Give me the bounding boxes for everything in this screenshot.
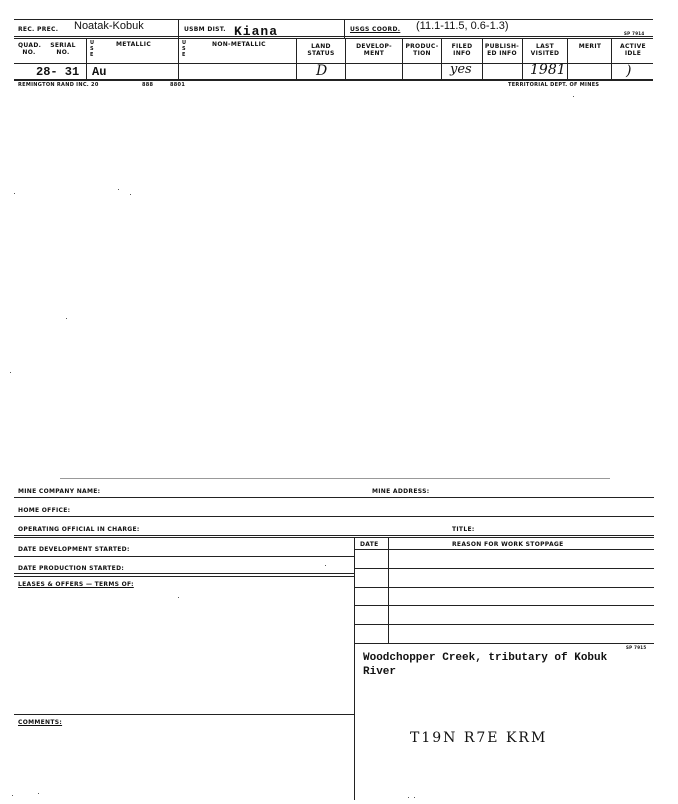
rec-prec-label: REC. PREC. bbox=[18, 26, 59, 33]
scan-speck bbox=[118, 189, 119, 190]
active-idle-header: ACTIVE IDLE bbox=[620, 43, 646, 57]
date-development-label: DATE DEVELOPMENT STARTED: bbox=[18, 546, 130, 553]
rule bbox=[178, 19, 179, 79]
leases-label: LEASES & OFFERS — TERMS OF: bbox=[18, 581, 134, 588]
rule bbox=[354, 624, 654, 625]
usgs-coord-value: (11.1-11.5, 0.6-1.3) bbox=[416, 20, 509, 32]
rule bbox=[354, 537, 355, 800]
scan-speck bbox=[130, 194, 131, 195]
printer-code-2: 8801 bbox=[170, 82, 186, 88]
mine-address-label: MINE ADDRESS: bbox=[372, 488, 430, 495]
scan-speck bbox=[325, 565, 326, 566]
rule bbox=[14, 556, 354, 557]
rule bbox=[14, 79, 653, 81]
merit-header: MERIT bbox=[578, 43, 602, 50]
rule bbox=[14, 38, 653, 39]
rule bbox=[344, 19, 345, 38]
last-visited-header: LAST VISITED bbox=[530, 43, 560, 57]
title-label: TITLE: bbox=[452, 526, 475, 533]
township-note: T19N R7E KRM bbox=[410, 730, 548, 746]
home-office-label: HOME OFFICE: bbox=[18, 507, 71, 514]
rec-prec-value: Noatak-Kobuk bbox=[74, 20, 144, 32]
date-production-label: DATE PRODUCTION STARTED: bbox=[18, 565, 125, 572]
rule bbox=[14, 714, 354, 715]
rule bbox=[14, 36, 653, 37]
scan-speck bbox=[414, 797, 415, 798]
dept-label: TERRITORIAL DEPT. OF MINES bbox=[508, 82, 600, 88]
last-visited-value: 1981 bbox=[530, 62, 566, 78]
scan-speck bbox=[66, 318, 67, 319]
scan-speck bbox=[573, 96, 574, 97]
serial-no-header: SERIAL NO. bbox=[50, 42, 76, 56]
rule bbox=[354, 643, 654, 644]
form-code: SP 7914 bbox=[624, 31, 645, 36]
mine-company-label: MINE COMPANY NAME: bbox=[18, 488, 101, 495]
active-idle-value: ) bbox=[626, 63, 632, 79]
location-note: Woodchopper Creek, tributary of Kobuk River bbox=[363, 652, 608, 678]
metallic-header: METALLIC bbox=[116, 41, 152, 48]
scan-speck bbox=[14, 193, 15, 194]
rule bbox=[611, 38, 612, 79]
rule bbox=[14, 516, 654, 517]
rule bbox=[354, 549, 654, 550]
rule bbox=[86, 38, 87, 79]
filed-info-value: yes bbox=[450, 62, 472, 77]
rule bbox=[14, 573, 354, 574]
rule bbox=[345, 38, 346, 79]
rule bbox=[388, 537, 389, 643]
usbm-dist-value: Kiana bbox=[234, 24, 279, 39]
metallic-value: Au bbox=[92, 65, 107, 79]
rule bbox=[14, 576, 354, 577]
rule bbox=[354, 587, 654, 588]
published-info-header: PUBLISH- ED INFO bbox=[484, 43, 520, 57]
rule bbox=[14, 535, 654, 536]
rule bbox=[402, 38, 403, 79]
usgs-coord-label: USGS COORD. bbox=[350, 26, 401, 33]
production-header: PRODUC- TION bbox=[405, 43, 439, 57]
scan-speck bbox=[12, 795, 13, 796]
usbm-dist-label: USBM DIST. bbox=[184, 26, 226, 33]
rule bbox=[14, 537, 654, 538]
rule bbox=[522, 38, 523, 79]
scan-speck bbox=[408, 797, 409, 798]
rule bbox=[14, 497, 654, 498]
land-status-value: D bbox=[316, 63, 328, 79]
use-metallic-header: U S E bbox=[90, 40, 95, 58]
scan-speck bbox=[38, 793, 39, 794]
scan-speck bbox=[178, 597, 179, 598]
land-status-header: LAND STATUS bbox=[307, 43, 335, 57]
rule bbox=[441, 38, 442, 79]
use-nonmetallic-header: U S E bbox=[182, 40, 187, 58]
rule bbox=[354, 568, 654, 569]
printer-code-1: 888 bbox=[142, 82, 154, 88]
date-column-header: DATE bbox=[360, 541, 379, 548]
reason-column-header: REASON FOR WORK STOPPAGE bbox=[452, 541, 564, 548]
non-metallic-header: NON-METALLIC bbox=[212, 41, 266, 48]
lower-form-code: SP 7915 bbox=[626, 645, 647, 650]
comments-label: COMMENTS: bbox=[18, 719, 63, 726]
operating-official-label: OPERATING OFFICIAL IN CHARGE: bbox=[18, 526, 140, 533]
rule bbox=[567, 38, 568, 79]
quad-serial-value: 28- 31 bbox=[36, 65, 80, 79]
rule bbox=[482, 38, 483, 79]
filed-info-header: FILED INFO bbox=[451, 43, 473, 57]
development-header: DEVELOP- MENT bbox=[356, 43, 392, 57]
printer-label: REMINGTON RAND INC. 20 bbox=[18, 82, 99, 88]
rule bbox=[60, 478, 610, 479]
scan-speck bbox=[10, 372, 11, 373]
rule bbox=[354, 605, 654, 606]
quad-no-header: QUAD. NO. bbox=[18, 42, 42, 56]
rule bbox=[296, 38, 297, 79]
